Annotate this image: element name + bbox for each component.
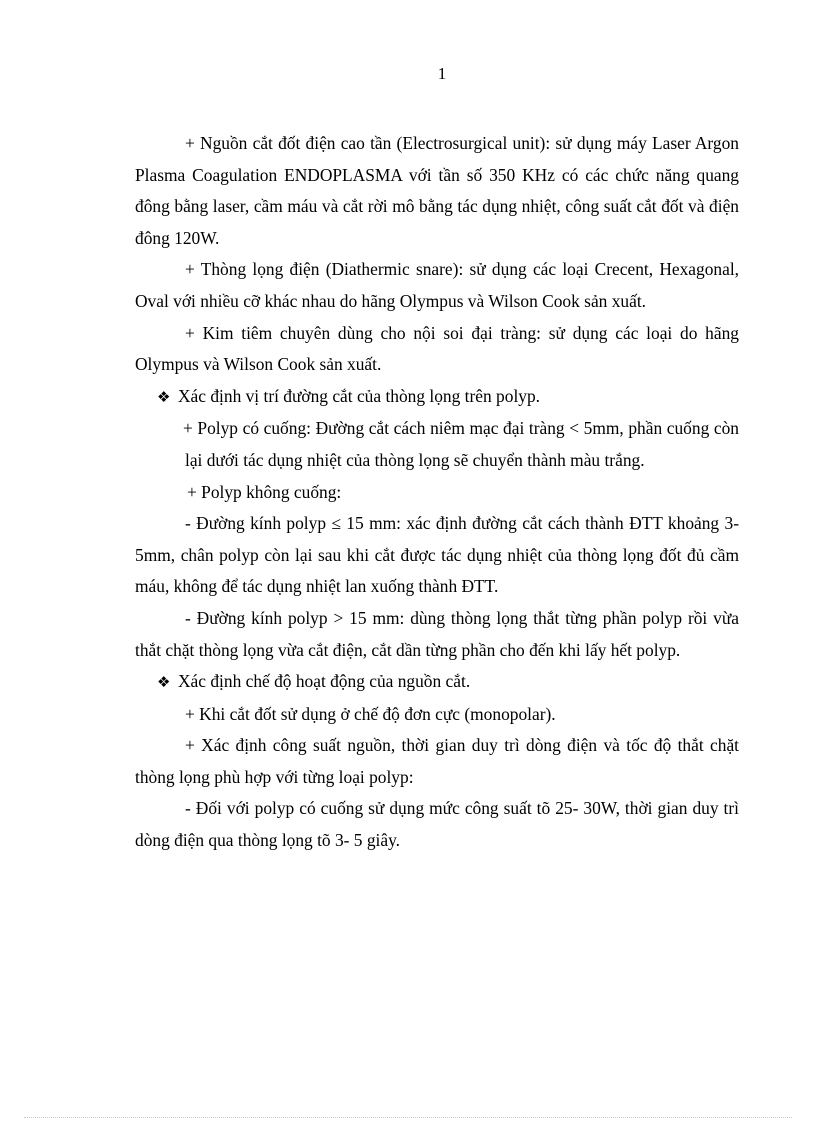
- bullet-cut-mode-text: Xác định chế độ hoạt động của nguồn cắt.: [178, 671, 471, 692]
- paragraph-diathermic-snare: + Thòng lọng điện (Diathermic snare): sử dụng các loại Crecent, Hexagonal, Oval với nhiều cỡ khác nhau do hãng Olympus và Wilson Cook sản xuất.: [135, 259, 739, 311]
- paragraph-polyp-large: - Đường kính polyp > 15 mm: dùng thòng lọng thắt từng phần polyp rồi vừa thắt chặt thòng lọng vừa cắt điện, cắt dần từng phần cho đến khi lấy hết polyp.: [135, 607, 739, 660]
- bullet-cut-position: [157, 381, 739, 414]
- bullet-cut-mode: [157, 666, 739, 699]
- paragraph-pedunculated-power: - Đối với polyp có cuống sử dụng mức công suất tõ 25- 30W, thời gian duy trì dòng điện qua thòng lọng tõ 3- 5 giây.: [135, 798, 739, 851]
- page-bottom-divider: [24, 1117, 792, 1118]
- paragraph-electrosurgical-unit: + Nguồn cắt đốt điện cao tần (Electrosurgical unit): sử dụng máy Laser Argon Plasma Coagulation ENDOPLASMA với tần số 350 KHz có các chức năng quang đông bằng laser, cầm máu và cắt rời mô bằng tác dụng nhiệt, công suất cắt đốt và điện đông 120W.: [135, 133, 739, 248]
- document-body: [135, 128, 739, 857]
- paragraph-sessile-polyp: + Polyp không cuống:: [187, 481, 342, 502]
- page-number: 1: [437, 64, 447, 83]
- diamond-bullet-icon: ❖: [157, 673, 171, 692]
- paragraph-injection-needle: + Kim tiêm chuyên dùng cho nội soi đại tràng: sử dụng các loại do hãng Olympus và Wilson Cook sản xuất.: [135, 322, 739, 375]
- paragraph-monopolar: + Khi cắt đốt sử dụng ở chế độ đơn cực (monopolar).: [185, 703, 556, 724]
- paragraph-power-settings: + Xác định công suất nguồn, thời gian duy trì dòng điện và tốc độ thắt chặt thòng lọng phù hợp với từng loại polyp:: [135, 735, 739, 787]
- bullet-cut-position-text: Xác định vị trí đường cắt của thòng lọng trên polyp.: [178, 385, 541, 406]
- paragraph-pedunculated-polyp: + Polyp có cuống: Đường cắt cách niêm mạc đại tràng < 5mm, phần cuống còn lại dưới tác dụng nhiệt của thòng lọng sẽ chuyển thành màu trắng.: [183, 418, 739, 470]
- diamond-bullet-icon: ❖: [157, 387, 171, 406]
- paragraph-polyp-small: - Đường kính polyp ≤ 15 mm: xác định đường cắt cách thành ĐTT khoảng 3- 5mm, chân polyp còn lại sau khi cắt được tác dụng nhiệt của thòng lọng đốt đủ cầm máu, không để tác dụng nhiệt lan xuống thành ĐTT.: [135, 513, 739, 597]
